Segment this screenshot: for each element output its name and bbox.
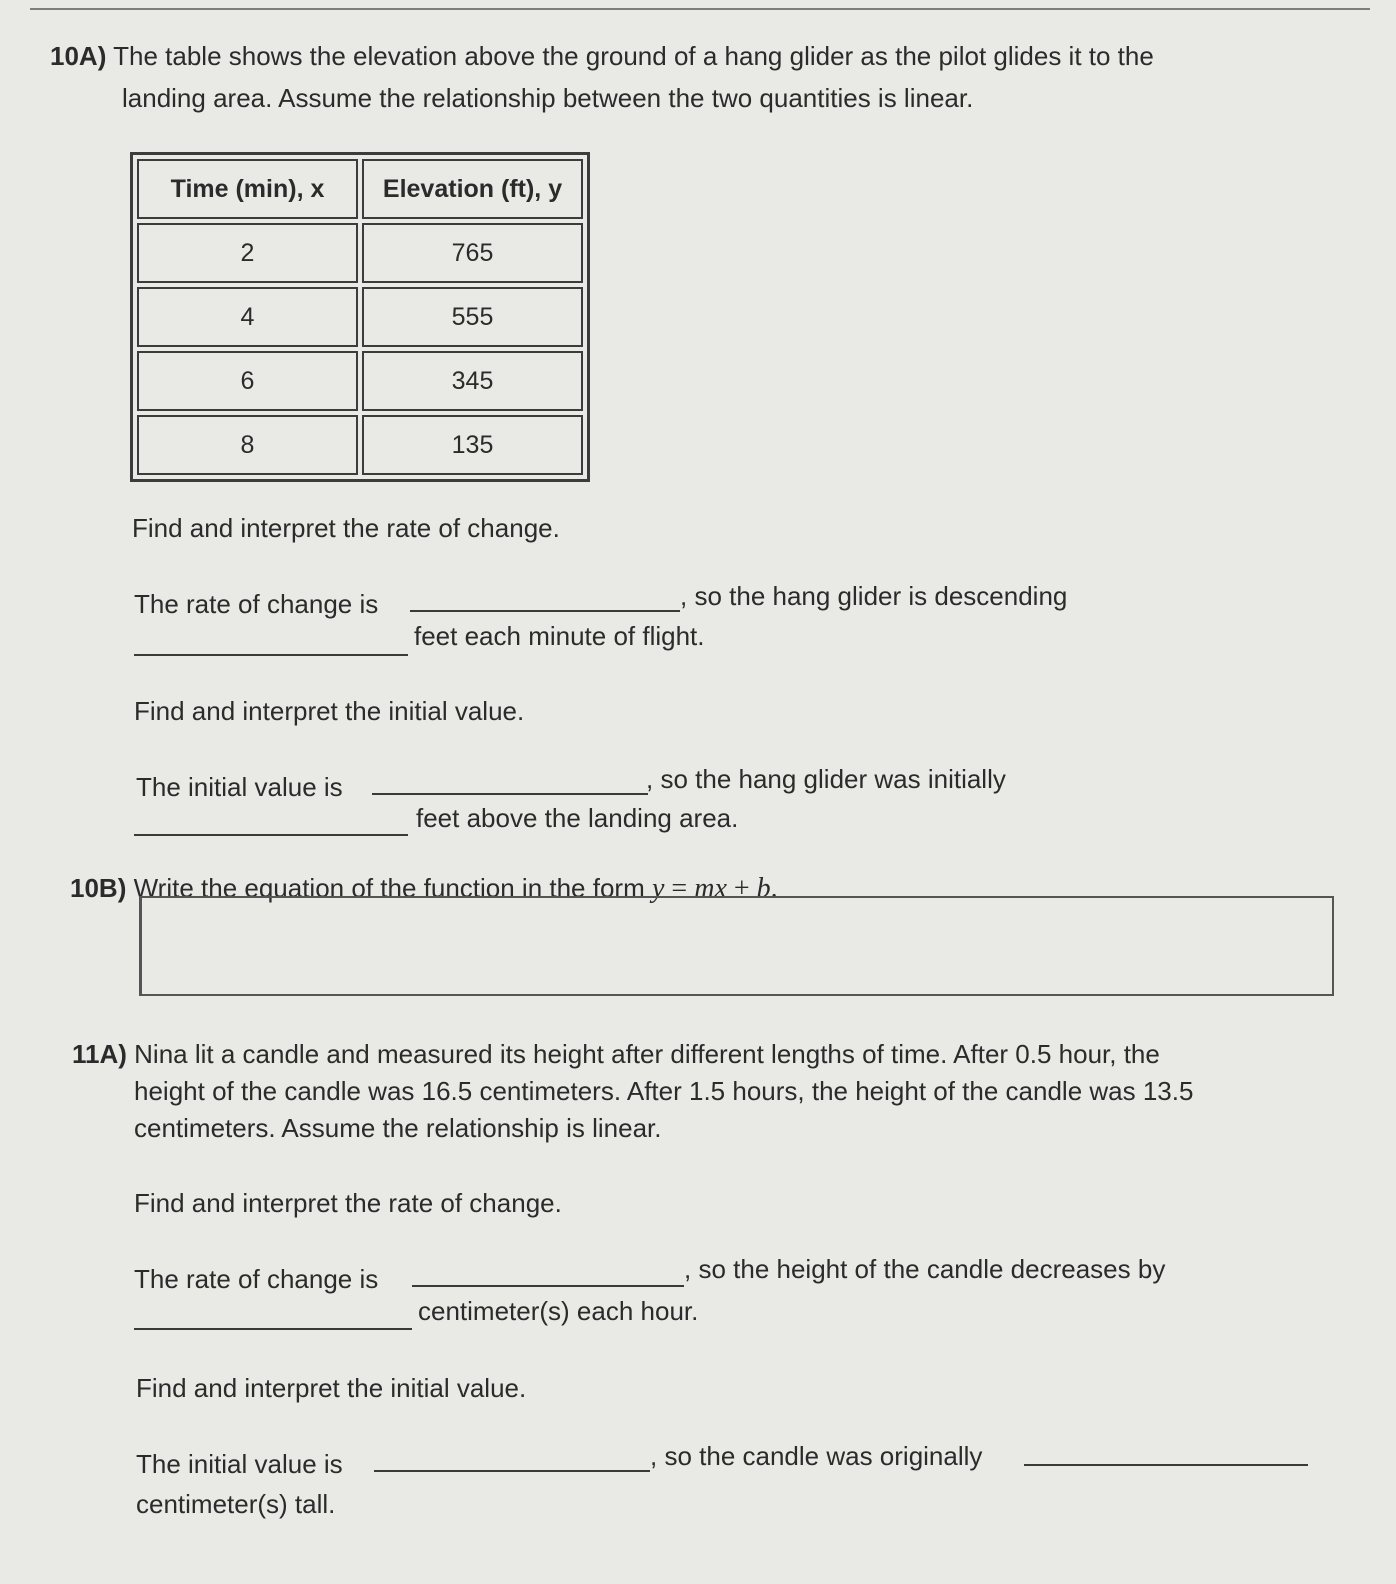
table-cell-time: 8 [137, 415, 358, 475]
q10a-rate-text-a: The rate of change is [134, 589, 379, 619]
q10a-initial-heading: Find and interpret the initial value. [134, 696, 525, 726]
q11a-rate-text-b: , so the height of the candle decreases by [684, 1254, 1166, 1284]
table-header-elevation: Elevation (ft), y [362, 159, 583, 219]
table-cell-elevation: 765 [362, 223, 583, 283]
q10a-rate-blank[interactable] [410, 610, 680, 612]
q10a-rate-heading: Find and interpret the rate of change. [132, 513, 560, 543]
top-rule [30, 8, 1370, 10]
q10a-prompt-line1: The table shows the elevation above the ground of a hang glider as the pilot glides it to the [113, 41, 1154, 71]
eq-equals: = [671, 873, 688, 904]
q10a-rate-line2: feet each minute of flight. [414, 621, 705, 651]
table-cell-time: 2 [137, 223, 358, 283]
q10b-answer-box[interactable] [139, 896, 1334, 996]
elevation-table [130, 152, 590, 482]
q11a-initial-blank[interactable] [374, 1470, 650, 1472]
table-header-row [137, 159, 583, 219]
table-cell-elevation: 555 [362, 287, 583, 347]
q10a-label: 10A) [50, 41, 107, 71]
q10b-label: 10B) [70, 873, 127, 903]
q11a-rate-blank[interactable] [412, 1285, 684, 1287]
table-cell-time: 4 [137, 287, 358, 347]
q10a-rate-text-b: , so the hang glider is descending [680, 581, 1068, 611]
table-row [137, 287, 583, 347]
q11a-line1 [72, 1038, 1160, 1070]
q11a-initial-line2: centimeter(s) tall. [136, 1489, 336, 1519]
q11a-initial-cm-blank[interactable] [1024, 1464, 1308, 1466]
q11a-rate-line2: centimeter(s) each hour. [418, 1296, 699, 1326]
q11a-initial-text-b: , so the candle was originally [650, 1441, 983, 1471]
q11a-rate-heading: Find and interpret the rate of change. [134, 1188, 562, 1218]
q10a-rate-feet-blank[interactable] [134, 654, 408, 656]
eq-mx: mx [694, 873, 727, 904]
q11a-prompt-line2: height of the candle was 16.5 centimeters. After 1.5 hours, the height of the candle was 13.5 [134, 1076, 1194, 1106]
table-row [137, 415, 583, 475]
q11a-label: 11A) [72, 1039, 127, 1069]
q10a-initial-feet-blank[interactable] [134, 834, 408, 836]
q11a-rate-text-a: The rate of change is [134, 1264, 379, 1294]
eq-b: b [756, 873, 771, 904]
eq-y: y [651, 873, 665, 904]
q10a-initial-text-b: , so the hang glider was initially [646, 764, 1006, 794]
q10a-prompt-line2: landing area. Assume the relationship between the two quantities is linear. [122, 83, 974, 113]
eq-period: . [770, 873, 778, 904]
q11a-initial-text-a: The initial value is [136, 1449, 343, 1479]
table-row [137, 351, 583, 411]
table-row [137, 223, 583, 283]
q11a-rate-cm-blank[interactable] [134, 1328, 412, 1330]
table-header-time: Time (min), x [137, 159, 358, 219]
q11a-prompt-line1: Nina lit a candle and measured its height after different lengths of time. After 0.5 hour, the [134, 1039, 1160, 1069]
q10a-initial-blank[interactable] [372, 793, 648, 795]
table-cell-elevation: 135 [362, 415, 583, 475]
q11a-prompt-line3: centimeters. Assume the relationship is linear. [134, 1113, 662, 1143]
table-cell-time: 6 [137, 351, 358, 411]
q10a-initial-line2: feet above the landing area. [416, 803, 739, 833]
eq-plus: + [733, 873, 750, 904]
q10b-prompt: Write the equation of the function in the form [133, 873, 645, 903]
q10a-line1 [50, 40, 1154, 72]
q11a-initial-heading: Find and interpret the initial value. [136, 1373, 527, 1403]
table-cell-elevation: 345 [362, 351, 583, 411]
q10a-initial-text-a: The initial value is [136, 772, 343, 802]
